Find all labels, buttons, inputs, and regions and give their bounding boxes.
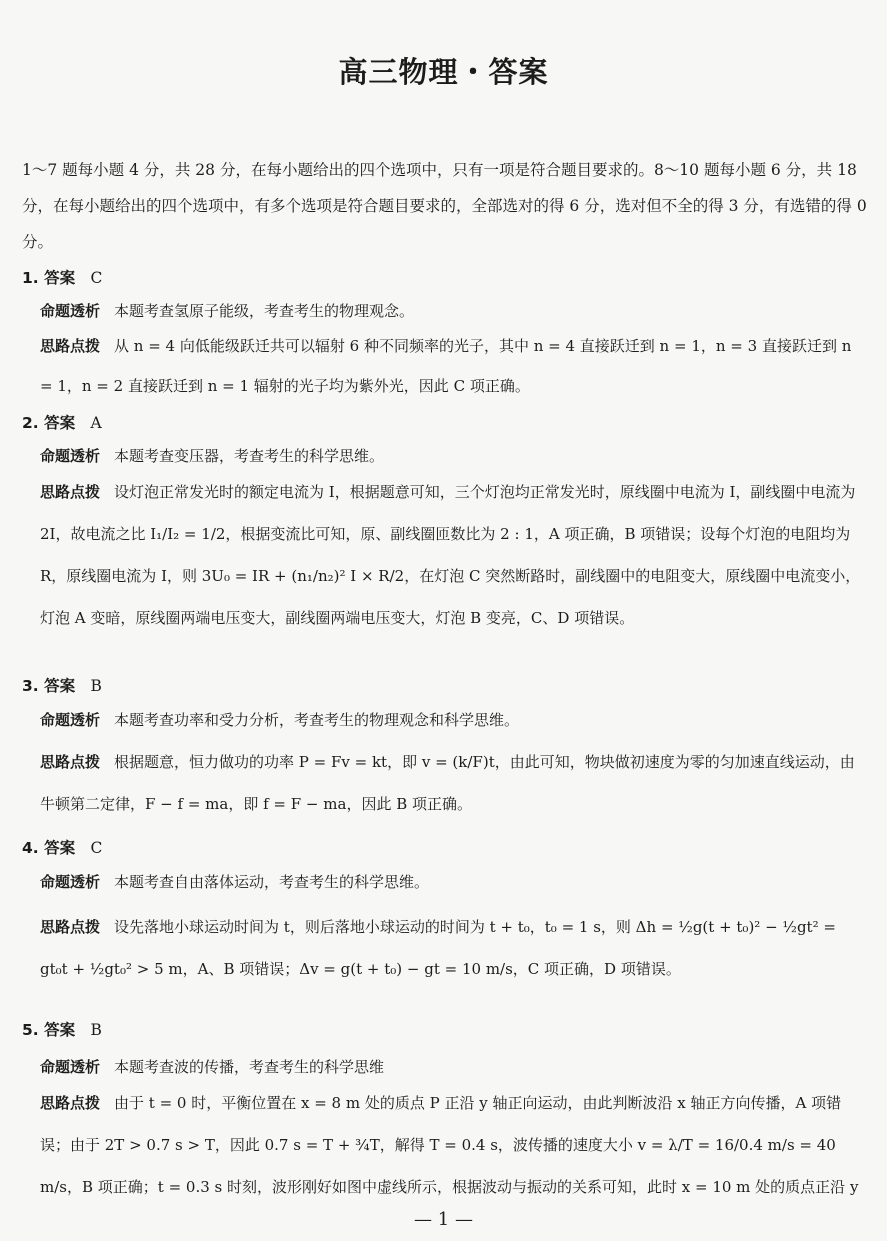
approach-text: 设先落地小球运动时间为 t，则后落地小球运动的时间为 t + t₀，t₀ = 1 s，则 Δh = ½g(t + t₀)² − ½gt² = gt₀t + ½gt₀² > 5 m，A、B 项错误；Δv = g(t + t₀) − gt = 10 m/s，C 项正确，D 项错误。: [40, 918, 836, 978]
approach-text: 从 n = 4 向低能级跃迁共可以辐射 6 种不同频率的光子，其中 n = 4 直接跃迁到 n = 1，n = 3 直接跃迁到 n = 1，n = 2 直接跃迁到 n = 1 辐射的光子均为紫外光，因此 C 项正确。: [40, 337, 852, 395]
intent-text: 本题考查氢原子能级，考查考生的物理观念。: [114, 302, 415, 320]
answer-5-intent: [40, 1057, 870, 1077]
answer-1-intent: [40, 301, 870, 321]
answer-letter: C: [90, 269, 103, 287]
intent-text: 本题考查波的传播，考查考生的科学思维: [114, 1058, 385, 1076]
answer-3-approach: [40, 741, 868, 825]
intent-label: 命题透析: [40, 447, 101, 465]
intent-label: 命题透析: [40, 302, 101, 320]
approach-label: 思路点拨: [40, 753, 101, 771]
scoring-instructions: 1～7 题每小题 4 分，共 28 分，在每小题给出的四个选项中，只有一项是符合题目要求的。8～10 题每小题 6 分，共 18 分，在每小题给出的四个选项中，有多个选项是符合题目要求的，全部选对的得 6 分，选对但不全的得 3 分，有选错的得 0 分。: [22, 161, 867, 251]
page-number: — 1 —: [414, 1209, 473, 1230]
answer-letter: B: [90, 677, 102, 695]
answer-label: 答案: [44, 414, 76, 432]
approach-label: 思路点拨: [40, 483, 101, 501]
page-title: 高三物理・答案: [338, 55, 549, 89]
intent-label: 命题透析: [40, 1058, 101, 1076]
answer-5-approach: [40, 1082, 868, 1208]
answer-4-intent: [40, 872, 870, 892]
answer-letter: B: [90, 1021, 102, 1039]
approach-label: 思路点拨: [40, 1094, 101, 1112]
approach-label: 思路点拨: [40, 337, 101, 355]
approach-label: 思路点拨: [40, 918, 101, 936]
answer-5-heading: [22, 1018, 102, 1040]
answer-3-heading: [22, 674, 102, 696]
answer-2-heading: [22, 411, 102, 433]
answer-4-approach: [40, 906, 868, 990]
answer-letter: C: [90, 839, 103, 857]
approach-text: 设灯泡正常发光时的额定电流为 I，根据题意可知，三个灯泡均正常发光时，原线圈中电流为 I，副线圈中电流为 2I，故电流之比 I₁/I₂ = 1/2，根据变流比可知，原、副线圈匝数比为 2 : 1，A 项正确，B 项错误；设每个灯泡的电阻均为 R，原线圈电流为 I，则 3U₀ = IR + (n₁/n₂)² I × R/2，在灯泡 C 突然断路时，副线圈中的电阻变大，原线圈中电流变小，灯泡 A 变暗，原线圈两端电压变大，副线圈两端电压变大，灯泡 B 变亮，C、D 项错误。: [40, 483, 861, 627]
answer-2-approach: [40, 471, 868, 639]
answer-2-intent: [40, 446, 870, 466]
answer-label: 答案: [44, 269, 76, 287]
intent-text: 本题考查变压器，考查考生的科学思维。: [114, 447, 385, 465]
intent-label: 命题透析: [40, 873, 101, 891]
approach-text: 根据题意，恒力做功的功率 P = Fv = kt，即 v = (k/F)t，由此可知，物块做初速度为零的匀加速直线运动，由牛顿第二定律，F − f = ma，即 f = F − ma，因此 B 项正确。: [40, 753, 855, 813]
answer-label: 答案: [44, 677, 76, 695]
answer-number: 2.: [22, 414, 39, 432]
intent-text: 本题考查功率和受力分析，考查考生的物理观念和科学思维。: [114, 711, 520, 729]
answer-letter: A: [90, 414, 102, 432]
intent-label: 命题透析: [40, 711, 101, 729]
answer-number: 1.: [22, 269, 39, 287]
answer-3-intent: [40, 710, 870, 730]
answer-number: 3.: [22, 677, 39, 695]
answer-4-heading: [22, 836, 102, 858]
answer-1-approach: [40, 326, 868, 406]
answer-label: 答案: [44, 839, 76, 857]
answer-label: 答案: [44, 1021, 76, 1039]
approach-text: 由于 t = 0 时，平衡位置在 x = 8 m 处的质点 P 正沿 y 轴正向运动，由此判断波沿 x 轴正方向传播，A 项错误；由于 2T > 0.7 s > T，因此 0.7 s = T + ¾T，解得 T = 0.4 s，波传播的速度大小 v = λ/T = 16/0.4 m/s = 40 m/s，B 项正确；t = 0.3 s 时刻，波形刚好如图中虚线所示，根据波动与振动的关系可知，此时 x = 10 m 处的质点正沿 y: [40, 1094, 859, 1196]
answer-number: 5.: [22, 1021, 39, 1039]
answer-1-heading: [22, 266, 102, 288]
intent-text: 本题考查自由落体运动，考查考生的科学思维。: [114, 873, 430, 891]
answer-number: 4.: [22, 839, 39, 857]
